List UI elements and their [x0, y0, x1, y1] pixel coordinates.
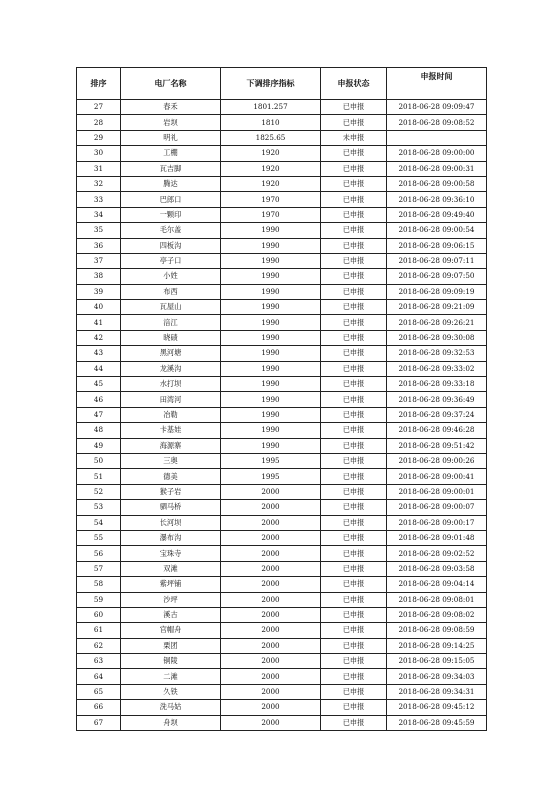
cell-declare-time: 2018-06-28 09:09:19 [387, 284, 487, 299]
table-row [77, 392, 487, 407]
cell-downshift-index: 1970 [221, 207, 321, 222]
cell-declare-status: 已申报 [321, 238, 387, 253]
cell-declare-status: 已申报 [321, 161, 387, 176]
cell-declare-time: 2018-06-28 09:06:15 [387, 238, 487, 253]
table-row [77, 638, 487, 653]
cell-declare-time: 2018-06-28 09:14:25 [387, 638, 487, 653]
table-row [77, 469, 487, 484]
cell-downshift-index: 2000 [221, 515, 321, 530]
cell-downshift-index: 1801.257 [221, 100, 321, 115]
cell-declare-time: 2018-06-28 09:45:12 [387, 700, 487, 715]
cell-plant-name: 三奥 [121, 453, 221, 468]
cell-declare-status: 已申报 [321, 377, 387, 392]
table-row [77, 715, 487, 730]
header-row [77, 68, 487, 100]
cell-downshift-index: 1990 [221, 315, 321, 330]
cell-rank: 34 [77, 207, 121, 222]
header-declare-time: 申报时间 [387, 68, 487, 100]
cell-declare-time: 2018-06-28 09:33:02 [387, 361, 487, 376]
table-row [77, 146, 487, 161]
cell-rank: 40 [77, 300, 121, 315]
cell-rank: 44 [77, 361, 121, 376]
cell-plant-name: 明礼 [121, 130, 221, 145]
cell-declare-time: 2018-06-28 09:07:50 [387, 269, 487, 284]
cell-downshift-index: 1990 [221, 223, 321, 238]
cell-plant-name: 沙坪 [121, 592, 221, 607]
cell-declare-status: 已申报 [321, 361, 387, 376]
cell-declare-status: 已申报 [321, 546, 387, 561]
cell-declare-time: 2018-06-28 09:32:53 [387, 346, 487, 361]
cell-downshift-index: 2000 [221, 684, 321, 699]
cell-rank: 61 [77, 623, 121, 638]
cell-rank: 33 [77, 192, 121, 207]
cell-declare-time: 2018-06-28 09:37:24 [387, 407, 487, 422]
cell-declare-status: 已申报 [321, 715, 387, 730]
cell-plant-name: 田湾河 [121, 392, 221, 407]
header-downshift-index: 下调排序指标 [221, 68, 321, 100]
cell-rank: 29 [77, 130, 121, 145]
cell-plant-name: 宝珠寺 [121, 546, 221, 561]
cell-declare-status: 已申报 [321, 300, 387, 315]
cell-declare-status: 已申报 [321, 453, 387, 468]
cell-declare-status: 已申报 [321, 269, 387, 284]
table-row [77, 423, 487, 438]
cell-downshift-index: 2000 [221, 669, 321, 684]
table-row [77, 577, 487, 592]
cell-plant-name: 二滩 [121, 669, 221, 684]
table-row [77, 500, 487, 515]
cell-declare-status: 已申报 [321, 592, 387, 607]
cell-declare-time: 2018-06-28 09:01:48 [387, 530, 487, 545]
cell-declare-time: 2018-06-28 09:36:49 [387, 392, 487, 407]
cell-plant-name: 一颗印 [121, 207, 221, 222]
table-row [77, 453, 487, 468]
cell-downshift-index: 2000 [221, 577, 321, 592]
cell-declare-time: 2018-06-28 09:34:31 [387, 684, 487, 699]
cell-plant-name: 腾达 [121, 176, 221, 191]
cell-downshift-index: 1990 [221, 377, 321, 392]
cell-plant-name: 四板沟 [121, 238, 221, 253]
cell-declare-status: 已申报 [321, 654, 387, 669]
cell-rank: 43 [77, 346, 121, 361]
cell-declare-time: 2018-06-28 09:34:03 [387, 669, 487, 684]
cell-declare-time [387, 130, 487, 145]
cell-declare-time: 2018-06-28 09:00:17 [387, 515, 487, 530]
table-row [77, 546, 487, 561]
cell-plant-name: 工棚 [121, 146, 221, 161]
cell-plant-name: 瀑布沟 [121, 530, 221, 545]
table-row [77, 192, 487, 207]
table-row [77, 346, 487, 361]
cell-plant-name: 紫坪铺 [121, 577, 221, 592]
cell-rank: 53 [77, 500, 121, 515]
cell-declare-status: 已申报 [321, 407, 387, 422]
table-row [77, 300, 487, 315]
cell-declare-time: 2018-06-28 09:00:41 [387, 469, 487, 484]
table-row [77, 115, 487, 130]
cell-downshift-index: 2000 [221, 561, 321, 576]
cell-declare-status: 已申报 [321, 253, 387, 268]
cell-rank: 41 [77, 315, 121, 330]
cell-plant-name: 毛尔盖 [121, 223, 221, 238]
cell-rank: 57 [77, 561, 121, 576]
cell-declare-status: 已申报 [321, 423, 387, 438]
document-page [76, 67, 487, 731]
cell-downshift-index: 1990 [221, 346, 321, 361]
table-row [77, 684, 487, 699]
cell-plant-name: 栗团 [121, 638, 221, 653]
table-row [77, 330, 487, 345]
table-row [77, 253, 487, 268]
cell-declare-status: 已申报 [321, 146, 387, 161]
cell-rank: 59 [77, 592, 121, 607]
cell-rank: 27 [77, 100, 121, 115]
cell-downshift-index: 2000 [221, 484, 321, 499]
cell-downshift-index: 1990 [221, 423, 321, 438]
cell-plant-name: 德美 [121, 469, 221, 484]
cell-downshift-index: 1825.65 [221, 130, 321, 145]
table-row [77, 161, 487, 176]
table-row [77, 269, 487, 284]
cell-downshift-index: 2000 [221, 530, 321, 545]
cell-rank: 49 [77, 438, 121, 453]
cell-plant-name: 瓦屋山 [121, 300, 221, 315]
cell-downshift-index: 2000 [221, 592, 321, 607]
cell-rank: 30 [77, 146, 121, 161]
cell-declare-time: 2018-06-28 09:08:02 [387, 607, 487, 622]
cell-downshift-index: 1990 [221, 238, 321, 253]
table-row [77, 207, 487, 222]
cell-declare-time: 2018-06-28 09:07:11 [387, 253, 487, 268]
cell-declare-time: 2018-06-28 09:21:09 [387, 300, 487, 315]
cell-plant-name: 洗马姑 [121, 700, 221, 715]
cell-rank: 65 [77, 684, 121, 699]
table-row [77, 284, 487, 299]
cell-declare-status: 已申报 [321, 315, 387, 330]
cell-declare-status: 已申报 [321, 500, 387, 515]
table-row [77, 377, 487, 392]
cell-declare-status: 已申报 [321, 669, 387, 684]
cell-declare-status: 已申报 [321, 607, 387, 622]
cell-downshift-index: 1920 [221, 146, 321, 161]
cell-plant-name: 冶勒 [121, 407, 221, 422]
cell-plant-name: 小姓 [121, 269, 221, 284]
cell-declare-status: 已申报 [321, 100, 387, 115]
cell-rank: 54 [77, 515, 121, 530]
cell-downshift-index: 1920 [221, 176, 321, 191]
cell-plant-name: 官帽舟 [121, 623, 221, 638]
table-row [77, 654, 487, 669]
cell-declare-status: 未申报 [321, 130, 387, 145]
cell-declare-status: 已申报 [321, 469, 387, 484]
cell-plant-name: 久铁 [121, 684, 221, 699]
cell-declare-time: 2018-06-28 09:51:42 [387, 438, 487, 453]
cell-rank: 62 [77, 638, 121, 653]
cell-downshift-index: 1810 [221, 115, 321, 130]
cell-declare-time: 2018-06-28 09:00:58 [387, 176, 487, 191]
table-row [77, 238, 487, 253]
cell-declare-time: 2018-06-28 09:00:26 [387, 453, 487, 468]
cell-downshift-index: 1990 [221, 300, 321, 315]
cell-declare-time: 2018-06-28 09:03:58 [387, 561, 487, 576]
cell-declare-status: 已申报 [321, 223, 387, 238]
cell-rank: 52 [77, 484, 121, 499]
cell-plant-name: 晓碛 [121, 330, 221, 345]
table-row [77, 361, 487, 376]
cell-declare-time: 2018-06-28 09:08:59 [387, 623, 487, 638]
cell-declare-status: 已申报 [321, 346, 387, 361]
cell-declare-time: 2018-06-28 09:00:01 [387, 484, 487, 499]
cell-declare-status: 已申报 [321, 530, 387, 545]
cell-declare-status: 已申报 [321, 623, 387, 638]
cell-declare-status: 已申报 [321, 392, 387, 407]
cell-declare-time: 2018-06-28 09:45:59 [387, 715, 487, 730]
cell-declare-status: 已申报 [321, 561, 387, 576]
cell-plant-name: 双滩 [121, 561, 221, 576]
cell-downshift-index: 1990 [221, 269, 321, 284]
cell-plant-name: 溪古 [121, 607, 221, 622]
cell-downshift-index: 2000 [221, 638, 321, 653]
table-row [77, 700, 487, 715]
cell-rank: 48 [77, 423, 121, 438]
table-row [77, 515, 487, 530]
cell-rank: 46 [77, 392, 121, 407]
cell-declare-status: 已申报 [321, 700, 387, 715]
cell-downshift-index: 1970 [221, 192, 321, 207]
table-row [77, 530, 487, 545]
cell-declare-status: 已申报 [321, 484, 387, 499]
cell-downshift-index: 1990 [221, 284, 321, 299]
plant-ranking-table [76, 67, 487, 731]
table-row [77, 623, 487, 638]
cell-downshift-index: 1995 [221, 469, 321, 484]
cell-plant-name: 春禾 [121, 100, 221, 115]
cell-declare-time: 2018-06-28 09:33:18 [387, 377, 487, 392]
cell-downshift-index: 1920 [221, 161, 321, 176]
table-row [77, 315, 487, 330]
cell-plant-name: 龙溪沟 [121, 361, 221, 376]
cell-downshift-index: 2000 [221, 623, 321, 638]
cell-rank: 55 [77, 530, 121, 545]
cell-downshift-index: 2000 [221, 500, 321, 515]
cell-downshift-index: 2000 [221, 546, 321, 561]
cell-declare-status: 已申报 [321, 638, 387, 653]
table-row [77, 176, 487, 191]
cell-declare-time: 2018-06-28 09:30:08 [387, 330, 487, 345]
cell-rank: 67 [77, 715, 121, 730]
cell-declare-time: 2018-06-28 09:46:28 [387, 423, 487, 438]
cell-plant-name: 瓦吉脚 [121, 161, 221, 176]
cell-plant-name: 铜陵 [121, 654, 221, 669]
cell-downshift-index: 1990 [221, 361, 321, 376]
cell-downshift-index: 2000 [221, 700, 321, 715]
table-header [77, 68, 487, 100]
cell-downshift-index: 1995 [221, 453, 321, 468]
cell-declare-status: 已申报 [321, 577, 387, 592]
header-rank: 排序 [77, 68, 121, 100]
cell-downshift-index: 2000 [221, 607, 321, 622]
cell-declare-time: 2018-06-28 09:04:14 [387, 577, 487, 592]
cell-plant-name: 驷马桥 [121, 500, 221, 515]
cell-plant-name: 布西 [121, 284, 221, 299]
cell-rank: 36 [77, 238, 121, 253]
cell-declare-time: 2018-06-28 09:08:01 [387, 592, 487, 607]
cell-rank: 42 [77, 330, 121, 345]
cell-rank: 64 [77, 669, 121, 684]
cell-downshift-index: 1990 [221, 438, 321, 453]
cell-downshift-index: 1990 [221, 407, 321, 422]
cell-plant-name: 涪江 [121, 315, 221, 330]
cell-declare-time: 2018-06-28 09:00:07 [387, 500, 487, 515]
cell-rank: 47 [77, 407, 121, 422]
cell-declare-status: 已申报 [321, 684, 387, 699]
table-row [77, 607, 487, 622]
cell-declare-status: 已申报 [321, 115, 387, 130]
cell-rank: 56 [77, 546, 121, 561]
cell-rank: 37 [77, 253, 121, 268]
cell-plant-name: 猴子岩 [121, 484, 221, 499]
cell-plant-name: 海源寨 [121, 438, 221, 453]
cell-declare-status: 已申报 [321, 515, 387, 530]
cell-rank: 60 [77, 607, 121, 622]
table-row [77, 484, 487, 499]
table-row [77, 561, 487, 576]
cell-rank: 31 [77, 161, 121, 176]
cell-declare-status: 已申报 [321, 207, 387, 222]
cell-declare-status: 已申报 [321, 192, 387, 207]
cell-downshift-index: 1990 [221, 330, 321, 345]
cell-downshift-index: 2000 [221, 715, 321, 730]
header-declare-status: 申报状态 [321, 68, 387, 100]
cell-rank: 28 [77, 115, 121, 130]
table-body [77, 100, 487, 731]
cell-downshift-index: 1990 [221, 253, 321, 268]
cell-rank: 45 [77, 377, 121, 392]
cell-plant-name: 水打坝 [121, 377, 221, 392]
cell-downshift-index: 1990 [221, 392, 321, 407]
cell-plant-name: 卡基娃 [121, 423, 221, 438]
table-row [77, 100, 487, 115]
cell-declare-status: 已申报 [321, 284, 387, 299]
cell-plant-name: 长河坝 [121, 515, 221, 530]
cell-declare-time: 2018-06-28 09:36:10 [387, 192, 487, 207]
cell-declare-time: 2018-06-28 09:09:47 [387, 100, 487, 115]
cell-declare-status: 已申报 [321, 176, 387, 191]
table-row [77, 223, 487, 238]
cell-declare-time: 2018-06-28 09:08:52 [387, 115, 487, 130]
cell-declare-status: 已申报 [321, 438, 387, 453]
cell-declare-time: 2018-06-28 09:02:52 [387, 546, 487, 561]
cell-rank: 32 [77, 176, 121, 191]
table-row [77, 438, 487, 453]
cell-plant-name: 黑河塘 [121, 346, 221, 361]
table-row [77, 407, 487, 422]
cell-declare-time: 2018-06-28 09:00:54 [387, 223, 487, 238]
cell-rank: 35 [77, 223, 121, 238]
cell-declare-status: 已申报 [321, 330, 387, 345]
table-row [77, 592, 487, 607]
cell-plant-name: 舟坝 [121, 715, 221, 730]
cell-declare-time: 2018-06-28 09:49:40 [387, 207, 487, 222]
cell-plant-name: 亭子口 [121, 253, 221, 268]
cell-rank: 51 [77, 469, 121, 484]
cell-downshift-index: 2000 [221, 654, 321, 669]
cell-plant-name: 巴郎口 [121, 192, 221, 207]
cell-declare-time: 2018-06-28 09:15:05 [387, 654, 487, 669]
cell-plant-name: 岩坝 [121, 115, 221, 130]
cell-declare-time: 2018-06-28 09:00:31 [387, 161, 487, 176]
cell-rank: 63 [77, 654, 121, 669]
table-row [77, 130, 487, 145]
cell-rank: 39 [77, 284, 121, 299]
header-plant-name: 电厂名称 [121, 68, 221, 100]
cell-declare-time: 2018-06-28 09:00:00 [387, 146, 487, 161]
cell-rank: 50 [77, 453, 121, 468]
table-row [77, 669, 487, 684]
cell-rank: 38 [77, 269, 121, 284]
cell-rank: 66 [77, 700, 121, 715]
cell-declare-time: 2018-06-28 09:26:21 [387, 315, 487, 330]
cell-rank: 58 [77, 577, 121, 592]
